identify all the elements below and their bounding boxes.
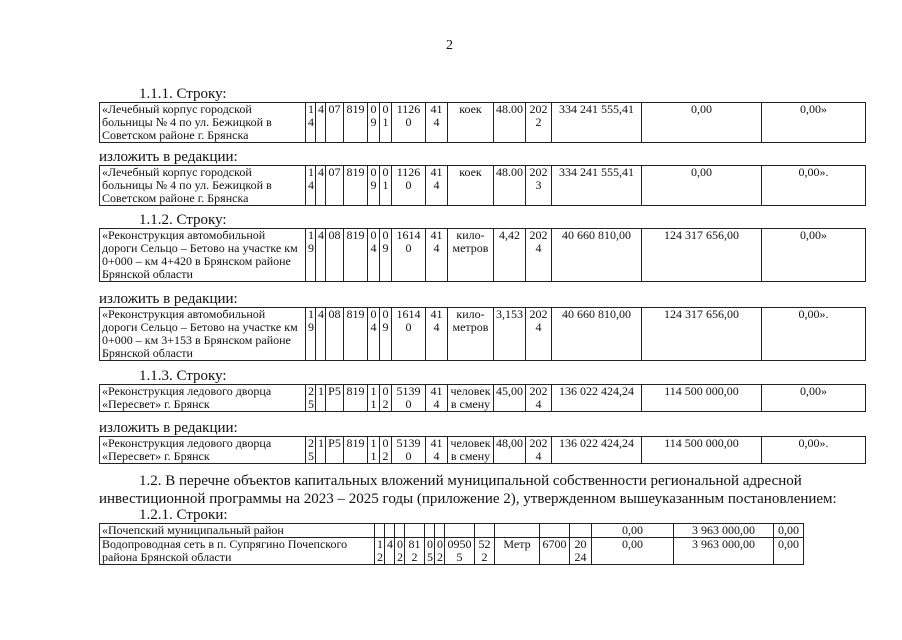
cell-code-5: 04 <box>368 308 380 361</box>
cell-code-1 <box>375 524 385 538</box>
cell-code-3: P5 <box>326 385 344 412</box>
cell-code-7: 51390 <box>392 437 426 464</box>
cell-amount-3: 0,00» <box>762 229 866 282</box>
cell-code-8: 522 <box>475 538 495 565</box>
cell-object-name: «Реконструкция автомобильной дороги Сельцо – Бетово на участке км 0+000 – км 4+420 в Брянском районе Брянской области <box>100 229 306 282</box>
cell-code-2: 4 <box>316 308 326 361</box>
cell-object-name: «Реконструкция автомобильной дороги Сельцо – Бетово на участке км 0+000 – км 3+153 в Брянском районе Брянской области <box>100 308 306 361</box>
cell-amount-1: 40 660 810,00 <box>552 308 642 361</box>
cell-code-4: 819 <box>344 385 368 412</box>
cell-capacity: 6700 <box>540 538 570 565</box>
cell-amount-1: 0,00 <box>592 524 674 538</box>
cell-code-7: 11260 <box>392 103 426 143</box>
cell-code-5: 05 <box>425 538 435 565</box>
cell-unit: человек в смену <box>448 437 494 464</box>
cell-code-2: 4 <box>316 166 326 206</box>
cell-code-8: 414 <box>426 229 448 282</box>
cell-amount-3: 0,00». <box>762 166 866 206</box>
cell-code-3: 08 <box>326 308 344 361</box>
cell-capacity: 48.00 <box>494 103 526 143</box>
cell-amount-1: 136 022 424,24 <box>552 385 642 412</box>
cell-code-1: 19 <box>306 308 316 361</box>
cell-code-7: 16140 <box>392 308 426 361</box>
cell-code-2: 4 <box>385 538 395 565</box>
table-row-1-1-3-old <box>99 384 866 412</box>
cell-amount-1: 334 241 555,41 <box>552 103 642 143</box>
table-row-1-1-1-new <box>99 165 866 206</box>
cell-code-5: 09 <box>368 103 380 143</box>
cell-code-1: 19 <box>306 229 316 282</box>
edit-heading-3: изложить в редакции: <box>99 420 238 436</box>
cell-code-5: 04 <box>368 229 380 282</box>
cell-year: 2022 <box>526 103 552 143</box>
cell-unit: коек <box>448 103 494 143</box>
cell-code-2: 1 <box>316 437 326 464</box>
paragraph-1-2-line-2: инвестиционной программы на 2023 – 2025 годы (приложение 2), утвержденном вышеуказанным постановлением: <box>99 491 837 507</box>
cell-code-5: 09 <box>368 166 380 206</box>
cell-code-6: 09 <box>380 308 392 361</box>
cell-unit: Метр <box>495 538 540 565</box>
table-row-1-1-1-old <box>99 102 866 143</box>
cell-code-1: 14 <box>306 103 316 143</box>
table-row <box>100 229 866 282</box>
cell-code-6: 02 <box>380 437 392 464</box>
cell-code-4: 819 <box>344 437 368 464</box>
table-row <box>100 385 866 412</box>
heading-1-1-2: 1.1.2. Строку: <box>139 212 227 228</box>
cell-code-1: 25 <box>306 385 316 412</box>
cell-object-name: «Реконструкция ледового дворца «Пересвет» г. Брянск <box>100 385 306 412</box>
cell-code-6: 01 <box>380 166 392 206</box>
cell-amount-3: 0,00». <box>762 437 866 464</box>
paragraph-1-2-line-1: 1.2. В перечне объектов капитальных вложений муниципальной собственности региональной адресной <box>139 473 802 489</box>
cell-code-6: 01 <box>380 103 392 143</box>
cell-code-8: 414 <box>426 166 448 206</box>
cell-amount-3: 0,00» <box>762 103 866 143</box>
table-1-2-1 <box>99 523 804 565</box>
cell-amount-2: 0,00 <box>642 103 762 143</box>
cell-amount-1: 334 241 555,41 <box>552 166 642 206</box>
cell-code-7 <box>445 524 475 538</box>
cell-capacity: 48.00 <box>494 166 526 206</box>
table-row <box>100 166 866 206</box>
cell-year <box>570 524 592 538</box>
cell-code-2: 1 <box>316 385 326 412</box>
cell-amount-2: 124 317 656,00 <box>642 308 762 361</box>
table-row <box>100 437 866 464</box>
cell-year: 2024 <box>570 538 592 565</box>
cell-capacity <box>540 524 570 538</box>
cell-unit: человек в смену <box>448 385 494 412</box>
cell-amount-3: 0,00». <box>762 308 866 361</box>
cell-amount-3: 0,00 <box>774 524 804 538</box>
cell-code-6 <box>435 524 445 538</box>
cell-object-name: «Реконструкция ледового дворца «Пересвет» г. Брянск <box>100 437 306 464</box>
table-row <box>100 538 804 565</box>
cell-code-3 <box>395 524 405 538</box>
cell-object-name: Водопроводная сеть в п. Супрягино Почепского района Брянской области <box>100 538 375 565</box>
cell-amount-3: 0,00» <box>762 385 866 412</box>
page-number: 2 <box>446 38 453 53</box>
cell-code-4 <box>405 524 425 538</box>
table-row <box>100 103 866 143</box>
cell-capacity: 4,42 <box>494 229 526 282</box>
cell-code-3: 02 <box>395 538 405 565</box>
cell-code-4: 819 <box>344 229 368 282</box>
cell-code-3: P5 <box>326 437 344 464</box>
cell-amount-1: 40 660 810,00 <box>552 229 642 282</box>
cell-year: 2024 <box>526 437 552 464</box>
cell-code-3: 08 <box>326 229 344 282</box>
table-row <box>100 308 866 361</box>
cell-code-8: 414 <box>426 385 448 412</box>
cell-code-6: 02 <box>435 538 445 565</box>
cell-code-6: 02 <box>380 385 392 412</box>
cell-capacity: 45,00 <box>494 385 526 412</box>
cell-code-8: 414 <box>426 437 448 464</box>
cell-unit <box>495 524 540 538</box>
heading-1-1-3: 1.1.3. Строку: <box>139 368 227 384</box>
cell-code-5: 11 <box>368 385 380 412</box>
cell-amount-2: 124 317 656,00 <box>642 229 762 282</box>
cell-code-6: 09 <box>380 229 392 282</box>
cell-code-4: 812 <box>405 538 425 565</box>
cell-code-3: 07 <box>326 103 344 143</box>
cell-amount-1: 136 022 424,24 <box>552 437 642 464</box>
cell-amount-1: 0,00 <box>592 538 674 565</box>
edit-heading-2: изложить в редакции: <box>99 291 238 307</box>
cell-object-name: «Лечебный корпус городской больницы № 4 по ул. Бежицкой в Советском районе г. Брянска <box>100 166 306 206</box>
cell-code-7: 09505 <box>445 538 475 565</box>
cell-code-1: 25 <box>306 437 316 464</box>
cell-amount-2: 3 963 000,00 <box>674 538 774 565</box>
cell-code-3: 07 <box>326 166 344 206</box>
cell-code-4: 819 <box>344 103 368 143</box>
edit-heading-1: изложить в редакции: <box>99 149 238 165</box>
cell-code-4: 819 <box>344 308 368 361</box>
cell-amount-2: 3 963 000,00 <box>674 524 774 538</box>
cell-amount-2: 0,00 <box>642 166 762 206</box>
cell-object-name: «Почепский муниципальный район <box>100 524 375 538</box>
heading-1-1-1: 1.1.1. Строку: <box>139 86 227 102</box>
cell-code-5: 11 <box>368 437 380 464</box>
cell-code-1: 12 <box>375 538 385 565</box>
cell-code-4: 819 <box>344 166 368 206</box>
table-row-1-1-2-new <box>99 307 866 361</box>
cell-amount-3: 0,00 <box>774 538 804 565</box>
cell-year: 2024 <box>526 229 552 282</box>
cell-code-7: 16140 <box>392 229 426 282</box>
cell-amount-2: 114 500 000,00 <box>642 385 762 412</box>
cell-unit: коек <box>448 166 494 206</box>
cell-capacity: 48,00 <box>494 437 526 464</box>
cell-amount-2: 114 500 000,00 <box>642 437 762 464</box>
table-row <box>100 524 804 538</box>
cell-code-2: 4 <box>316 229 326 282</box>
cell-capacity: 3,153 <box>494 308 526 361</box>
cell-object-name: «Лечебный корпус городской больницы № 4 по ул. Бежицкой в Советском районе г. Брянска <box>100 103 306 143</box>
cell-code-5 <box>425 524 435 538</box>
cell-code-1: 14 <box>306 166 316 206</box>
cell-code-8 <box>475 524 495 538</box>
cell-year: 2024 <box>526 385 552 412</box>
cell-code-2 <box>385 524 395 538</box>
cell-year: 2024 <box>526 308 552 361</box>
cell-unit: кило-метров <box>448 308 494 361</box>
cell-code-2: 4 <box>316 103 326 143</box>
cell-unit: кило-метров <box>448 229 494 282</box>
table-row-1-1-2-old <box>99 228 866 282</box>
cell-code-8: 414 <box>426 103 448 143</box>
cell-code-7: 11260 <box>392 166 426 206</box>
cell-code-7: 51390 <box>392 385 426 412</box>
table-row-1-1-3-new <box>99 436 866 464</box>
cell-year: 2023 <box>526 166 552 206</box>
cell-code-8: 414 <box>426 308 448 361</box>
heading-1-2-1: 1.2.1. Строки: <box>139 507 228 523</box>
